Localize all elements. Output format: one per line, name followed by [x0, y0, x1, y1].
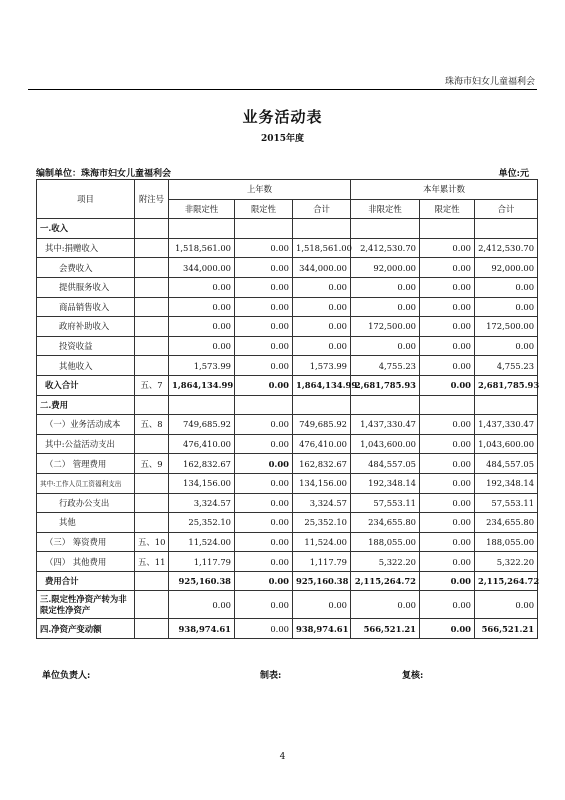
row-label: 其他 — [37, 513, 135, 533]
reviewer-label: 复核: — [402, 671, 424, 681]
header-prev-restricted: 限定性 — [235, 199, 293, 219]
cell-curr-total — [475, 395, 538, 415]
cell-curr-total: 2,412,530.70 — [475, 238, 538, 258]
cell-curr-unrestricted: 2,115,264.72 — [351, 571, 420, 591]
cell-prev-restricted: 0.00 — [235, 336, 293, 356]
cell-prev-restricted: 0.00 — [235, 532, 293, 552]
cell-curr-restricted: 0.00 — [420, 356, 475, 376]
row-label: （四） 其他费用 — [37, 552, 135, 572]
cell-prev-total: 749,685.92 — [293, 415, 351, 435]
header-prev-total: 合计 — [293, 199, 351, 219]
cell-prev-total: 0.00 — [293, 297, 351, 317]
row-label: 政府补助收入 — [37, 317, 135, 337]
cell-curr-total: 0.00 — [475, 277, 538, 297]
cell-curr-unrestricted: 484,557.05 — [351, 454, 420, 474]
report-title: 业务活动表 — [242, 108, 323, 126]
cell-curr-unrestricted: 92,000.00 — [351, 258, 420, 278]
row-label: 二.费用 — [37, 395, 135, 415]
cell-curr-unrestricted: 5,322.20 — [351, 552, 420, 572]
cell-curr-unrestricted: 0.00 — [351, 591, 420, 619]
cell-prev-unrestricted: 938,974.61 — [169, 619, 235, 639]
cell-curr-total: 484,557.05 — [475, 454, 538, 474]
row-note — [135, 277, 169, 297]
cell-prev-total: 925,160.38 — [293, 571, 351, 591]
cell-prev-restricted: 0.00 — [235, 552, 293, 572]
cell-curr-total: 0.00 — [475, 591, 538, 619]
cell-prev-total: 1,864,134.99 — [293, 375, 351, 395]
cell-curr-restricted — [420, 219, 475, 239]
row-note — [135, 434, 169, 454]
cell-prev-unrestricted: 0.00 — [169, 277, 235, 297]
cell-prev-total — [293, 219, 351, 239]
row-note — [135, 513, 169, 533]
cell-prev-restricted: 0.00 — [235, 415, 293, 435]
row-label: 收入合计 — [37, 375, 135, 395]
row-note — [135, 238, 169, 258]
cell-curr-restricted: 0.00 — [420, 277, 475, 297]
cell-curr-restricted: 0.00 — [420, 552, 475, 572]
cell-curr-total: 4,755.23 — [475, 356, 538, 376]
cell-prev-restricted: 0.00 — [235, 513, 293, 533]
cell-curr-unrestricted: 566,521.21 — [351, 619, 420, 639]
table-row — [37, 619, 538, 639]
row-note — [135, 356, 169, 376]
table-row — [37, 415, 538, 435]
cell-prev-unrestricted: 0.00 — [169, 317, 235, 337]
row-label: 商品销售收入 — [37, 297, 135, 317]
table-row — [37, 532, 538, 552]
cell-prev-total: 25,352.10 — [293, 513, 351, 533]
row-note — [135, 297, 169, 317]
table-row — [37, 258, 538, 278]
cell-curr-total: 57,553.11 — [475, 493, 538, 513]
row-note — [135, 317, 169, 337]
cell-prev-total: 1,518,561.00 — [293, 238, 351, 258]
cell-prev-total: 162,832.67 — [293, 454, 351, 474]
cell-curr-total: 1,043,600.00 — [475, 434, 538, 454]
cell-prev-unrestricted: 0.00 — [169, 336, 235, 356]
cell-curr-restricted: 0.00 — [420, 375, 475, 395]
cell-prev-restricted: 0.00 — [235, 375, 293, 395]
row-note — [135, 219, 169, 239]
cell-prev-total: 0.00 — [293, 317, 351, 337]
header-prev-year: 上年数 — [169, 180, 351, 200]
cell-prev-total: 1,573.99 — [293, 356, 351, 376]
cell-prev-restricted: 0.00 — [235, 454, 293, 474]
table-row — [37, 317, 538, 337]
cell-curr-total: 234,655.80 — [475, 513, 538, 533]
row-label: 费用合计 — [37, 571, 135, 591]
cell-curr-restricted: 0.00 — [420, 493, 475, 513]
cell-curr-restricted: 0.00 — [420, 297, 475, 317]
activity-statement-table — [36, 179, 538, 639]
row-note — [135, 473, 169, 493]
cell-prev-restricted: 0.00 — [235, 493, 293, 513]
row-note: 五、9 — [135, 454, 169, 474]
cell-prev-total: 938,974.61 — [293, 619, 351, 639]
organization-header: 珠海市妇女儿童福利会 — [444, 77, 535, 87]
row-note — [135, 493, 169, 513]
cell-curr-total: 5,322.20 — [475, 552, 538, 572]
cell-prev-unrestricted: 0.00 — [169, 591, 235, 619]
cell-prev-restricted: 0.00 — [235, 317, 293, 337]
report-meta — [36, 166, 529, 179]
cell-curr-total: 192,348.14 — [475, 473, 538, 493]
cell-curr-restricted — [420, 395, 475, 415]
cell-curr-unrestricted — [351, 219, 420, 239]
row-label: 三.限定性净资产转为非限定性净资产 — [37, 591, 135, 619]
row-label: 其中:捐赠收入 — [37, 238, 135, 258]
cell-curr-restricted: 0.00 — [420, 258, 475, 278]
cell-curr-total — [475, 219, 538, 239]
cell-prev-unrestricted: 1,518,561.00 — [169, 238, 235, 258]
compiler-label: 编制单位：珠海市妇女儿童福利会 — [36, 169, 172, 179]
cell-prev-total: 0.00 — [293, 591, 351, 619]
table-row — [37, 395, 538, 415]
cell-curr-restricted: 0.00 — [420, 415, 475, 435]
cell-prev-total: 134,156.00 — [293, 473, 351, 493]
row-label: 提供服务收入 — [37, 277, 135, 297]
cell-curr-restricted: 0.00 — [420, 454, 475, 474]
cell-prev-restricted — [235, 395, 293, 415]
row-note: 五、7 — [135, 375, 169, 395]
cell-prev-total: 344,000.00 — [293, 258, 351, 278]
row-note: 五、11 — [135, 552, 169, 572]
cell-prev-restricted: 0.00 — [235, 277, 293, 297]
preparer-label: 制表: — [260, 671, 282, 681]
cell-prev-restricted: 0.00 — [235, 434, 293, 454]
cell-prev-unrestricted: 11,524.00 — [169, 532, 235, 552]
cell-prev-total: 476,410.00 — [293, 434, 351, 454]
row-label: （二） 管理费用 — [37, 454, 135, 474]
cell-curr-total: 566,521.21 — [475, 619, 538, 639]
row-note — [135, 336, 169, 356]
header-divider — [28, 89, 537, 90]
cell-prev-restricted: 0.00 — [235, 297, 293, 317]
table-row — [37, 238, 538, 258]
row-label: （三） 筹资费用 — [37, 532, 135, 552]
table-row — [37, 591, 538, 619]
cell-prev-restricted: 0.00 — [235, 571, 293, 591]
cell-prev-restricted: 0.00 — [235, 258, 293, 278]
table-row — [37, 571, 538, 591]
cell-curr-restricted: 0.00 — [420, 317, 475, 337]
row-note — [135, 619, 169, 639]
row-label: 其他收入 — [37, 356, 135, 376]
cell-prev-restricted — [235, 219, 293, 239]
cell-prev-total: 1,117.79 — [293, 552, 351, 572]
table-row — [37, 277, 538, 297]
table-header — [37, 180, 538, 219]
cell-curr-unrestricted: 4,755.23 — [351, 356, 420, 376]
responsible-person-label: 单位负责人: — [42, 671, 91, 681]
cell-prev-unrestricted: 25,352.10 — [169, 513, 235, 533]
cell-curr-restricted: 0.00 — [420, 513, 475, 533]
cell-curr-unrestricted: 2,412,530.70 — [351, 238, 420, 258]
cell-curr-total: 92,000.00 — [475, 258, 538, 278]
cell-curr-total: 2,681,785.93 — [475, 375, 538, 395]
cell-curr-total: 2,115,264.72 — [475, 571, 538, 591]
table-row — [37, 297, 538, 317]
header-prev-unrestricted: 非限定性 — [169, 199, 235, 219]
cell-prev-unrestricted: 344,000.00 — [169, 258, 235, 278]
cell-curr-unrestricted: 0.00 — [351, 277, 420, 297]
cell-curr-total: 0.00 — [475, 336, 538, 356]
header-curr-unrestricted: 非限定性 — [351, 199, 420, 219]
row-label: 其中:公益活动支出 — [37, 434, 135, 454]
cell-prev-unrestricted: 134,156.00 — [169, 473, 235, 493]
cell-prev-unrestricted: 1,573.99 — [169, 356, 235, 376]
row-label: 会费收入 — [37, 258, 135, 278]
cell-prev-unrestricted: 1,117.79 — [169, 552, 235, 572]
cell-curr-total: 188,055.00 — [475, 532, 538, 552]
table-row — [37, 375, 538, 395]
cell-curr-restricted: 0.00 — [420, 571, 475, 591]
cell-prev-total: 11,524.00 — [293, 532, 351, 552]
cell-curr-unrestricted: 234,655.80 — [351, 513, 420, 533]
cell-curr-restricted: 0.00 — [420, 336, 475, 356]
cell-prev-restricted: 0.00 — [235, 619, 293, 639]
currency-unit: 单位:元 — [498, 169, 529, 179]
cell-prev-restricted: 0.00 — [235, 591, 293, 619]
cell-curr-restricted: 0.00 — [420, 532, 475, 552]
cell-prev-unrestricted: 162,832.67 — [169, 454, 235, 474]
header-curr-year: 本年累计数 — [351, 180, 538, 200]
table-row — [37, 493, 538, 513]
cell-prev-total — [293, 395, 351, 415]
header-curr-restricted: 限定性 — [420, 199, 475, 219]
cell-curr-unrestricted: 2,681,785.93 — [351, 375, 420, 395]
cell-prev-total: 3,324.57 — [293, 493, 351, 513]
table-body — [37, 219, 538, 639]
cell-prev-unrestricted: 749,685.92 — [169, 415, 235, 435]
row-note — [135, 258, 169, 278]
table-row — [37, 356, 538, 376]
row-label: 行政办公支出 — [37, 493, 135, 513]
cell-prev-total: 0.00 — [293, 277, 351, 297]
cell-prev-restricted: 0.00 — [235, 238, 293, 258]
cell-curr-total: 1,437,330.47 — [475, 415, 538, 435]
cell-prev-total: 0.00 — [293, 336, 351, 356]
table-row — [37, 552, 538, 572]
cell-prev-restricted: 0.00 — [235, 356, 293, 376]
cell-curr-unrestricted: 188,055.00 — [351, 532, 420, 552]
table-row — [37, 434, 538, 454]
report-year: 2015年度 — [260, 134, 305, 144]
cell-prev-unrestricted: 476,410.00 — [169, 434, 235, 454]
row-note — [135, 591, 169, 619]
cell-curr-total: 172,500.00 — [475, 317, 538, 337]
cell-curr-total: 0.00 — [475, 297, 538, 317]
table-row — [37, 336, 538, 356]
cell-curr-unrestricted: 0.00 — [351, 297, 420, 317]
page-number: 4 — [279, 752, 286, 762]
row-label: 一.收入 — [37, 219, 135, 239]
cell-curr-restricted: 0.00 — [420, 434, 475, 454]
row-note: 五、10 — [135, 532, 169, 552]
cell-curr-restricted: 0.00 — [420, 238, 475, 258]
cell-curr-restricted: 0.00 — [420, 619, 475, 639]
cell-prev-unrestricted: 925,160.38 — [169, 571, 235, 591]
cell-prev-unrestricted: 1,864,134.99 — [169, 375, 235, 395]
cell-curr-unrestricted: 1,437,330.47 — [351, 415, 420, 435]
row-label: 投资收益 — [37, 336, 135, 356]
row-note — [135, 571, 169, 591]
table-row — [37, 219, 538, 239]
header-item: 项目 — [37, 180, 135, 219]
cell-prev-unrestricted — [169, 219, 235, 239]
cell-curr-unrestricted: 172,500.00 — [351, 317, 420, 337]
header-note: 附注号 — [135, 180, 169, 219]
cell-curr-unrestricted: 192,348.14 — [351, 473, 420, 493]
cell-curr-unrestricted — [351, 395, 420, 415]
row-label: 四.净资产变动额 — [37, 619, 135, 639]
cell-curr-unrestricted: 1,043,600.00 — [351, 434, 420, 454]
cell-curr-unrestricted: 57,553.11 — [351, 493, 420, 513]
table-row — [37, 454, 538, 474]
header-curr-total: 合计 — [475, 199, 538, 219]
cell-prev-restricted: 0.00 — [235, 473, 293, 493]
cell-prev-unrestricted — [169, 395, 235, 415]
cell-curr-restricted: 0.00 — [420, 591, 475, 619]
row-label: （一）业务活动成本 — [37, 415, 135, 435]
cell-curr-restricted: 0.00 — [420, 473, 475, 493]
cell-prev-unrestricted: 3,324.57 — [169, 493, 235, 513]
cell-curr-unrestricted: 0.00 — [351, 336, 420, 356]
row-note — [135, 395, 169, 415]
table-row — [37, 473, 538, 493]
cell-prev-unrestricted: 0.00 — [169, 297, 235, 317]
row-note: 五、8 — [135, 415, 169, 435]
row-label: 其中:工作人员工资福利支出 — [37, 473, 135, 493]
table-row — [37, 513, 538, 533]
